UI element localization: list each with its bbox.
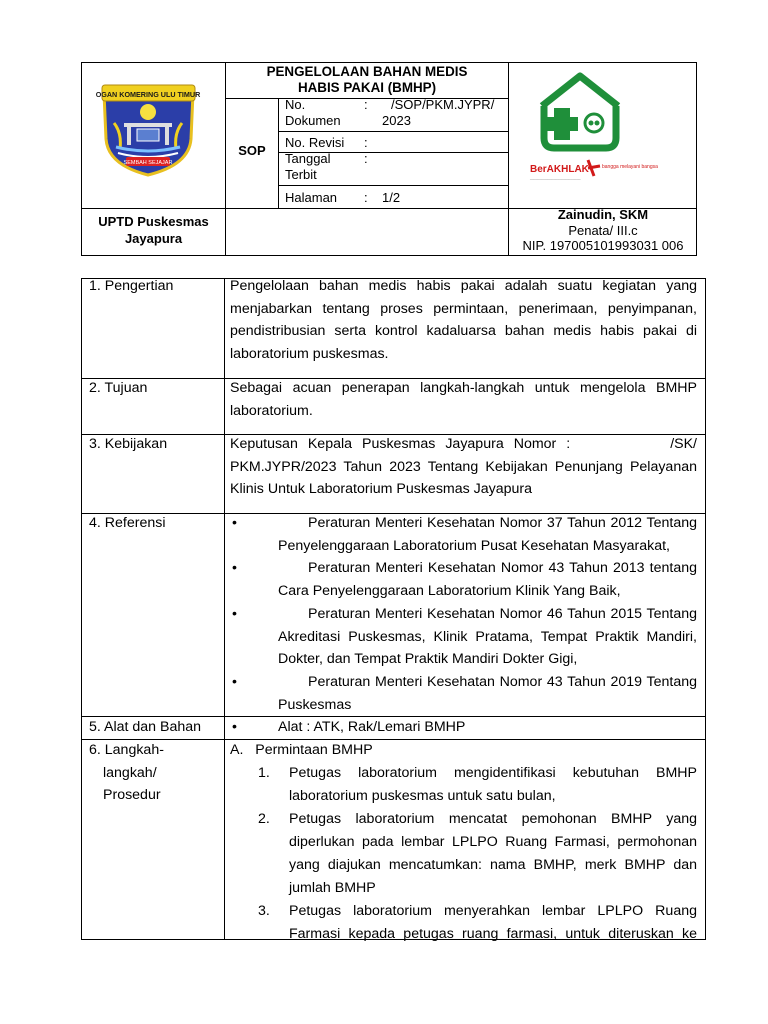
list-item: 1. Petugas laboratorium mengidentifikasi kebutuhan BMHP laboratorium puskesmas untuk satu bulan, — [258, 762, 697, 807]
list-item: 2. Petugas laboratorium mencatat pemohonan BMHP yang diperlukan pada lembar LPLPO Ruang Farmasi, permohonan yang diajukan mencatumkan: nama BMHP, merk BMHP dan jumlah BMHP — [258, 808, 697, 899]
sop-label: SOP — [238, 143, 266, 158]
tools-list — [230, 716, 697, 739]
tagline-text: bangga melayani bangsa — [602, 164, 658, 170]
bullet: • — [232, 605, 237, 622]
field-sep-revision: : — [364, 135, 368, 150]
regency-emblem-icon — [96, 79, 201, 177]
bullet: • — [232, 719, 237, 735]
field-label-revision: No. Revisi — [285, 135, 345, 150]
list-item: • Peraturan Menteri Kesehatan Nomor 37 Tahun 2012 Tentang Penyelenggaraan Laboratorium Pusat Kesehatan Masyarakat, — [230, 512, 697, 557]
procedure-steps — [258, 762, 697, 946]
signer-rank: Penata/ III.c — [568, 222, 638, 238]
signer-nip: NIP. 197005101993031 006 — [522, 238, 684, 253]
field-sep-page: : — [364, 190, 368, 205]
document-title: PENGELOLAAN BAHAN MEDIS HABIS PAKAI (BMHP) — [266, 64, 468, 95]
section-label-tools: 5. Alat dan Bahan — [89, 719, 202, 735]
step-number: 2. — [258, 811, 270, 828]
bullet: • — [232, 673, 237, 690]
list-item: • Alat : ATK, Rak/Lemari BMHP — [230, 716, 697, 739]
list-item: • Peraturan Menteri Kesehatan Nomor 43 Tahun 2019 Tentang Puskesmas — [230, 671, 697, 716]
bullet: • — [232, 560, 237, 577]
field-value-doc-number: /SOP/PKM.JYPR/ 2023 — [382, 97, 495, 128]
section-label-procedure: 6. Langkah- langkah/ Prosedur — [89, 742, 164, 804]
list-item: • Peraturan Menteri Kesehatan Nomor 46 Tahun 2015 Tentang Akreditasi Puskesmas, Klinik Pratama, Tempat Praktik Mandiri, Dokter, dan Tempat Praktik Mandiri Dokter Gigi, — [230, 603, 697, 671]
step-number: 3. — [258, 903, 270, 920]
field-label-issue-date: Tanggal Terbit — [285, 151, 331, 182]
field-label-page: Halaman — [285, 190, 338, 205]
procedure-heading: A. Permintaan BMHP — [230, 742, 373, 758]
svg-text:__________________________: __________________________ — [530, 176, 581, 180]
field-sep-issue-date: : — [364, 151, 368, 166]
emblem-top-text: OGAN KOMERING ULU TIMUR — [96, 90, 201, 99]
berakhlak-text: BerAKHLAK — [530, 164, 589, 175]
section-label-reference: 4. Referensi — [89, 515, 166, 531]
list-item: • Peraturan Menteri Kesehatan Nomor 43 Tahun 2013 tentang Cara Penyelenggaraan Laboratorium Klinik Yang Baik, — [230, 557, 697, 602]
section-label-purpose: 2. Tujuan — [89, 380, 148, 396]
field-sep-doc-number: : — [364, 97, 368, 112]
reference-list — [230, 512, 697, 716]
list-item: 3. Petugas laboratorium menyerahkan lembar LPLPO Ruang Farmasi kepada petugas ruang farmasi, untuk diteruskan ke — [258, 900, 697, 945]
signer-name: Zainudin, SKM — [557, 207, 649, 222]
field-value-page: 1/2 — [382, 190, 401, 205]
section-label-definition: 1. Pengertian — [89, 278, 174, 294]
step-number: 1. — [258, 765, 270, 781]
section-text-definition: Pengelolaan bahan medis habis pakai adalah suatu kegiatan yang menjabarkan tentang proses permintaan, penerimaan, penyimpanan, pendistribusian serta kontrol kadaluarsa bahan medis habis pakai di laboratorium puskesmas. — [230, 278, 697, 363]
field-label-doc-number: No. Dokumen — [285, 97, 341, 128]
organization-name: UPTD Puskesmas Jayapura — [98, 214, 209, 246]
emblem-bottom-text: SEMBAH SEJAJAR — [123, 160, 173, 166]
section-text-policy: Keputusan Kepala Puskesmas Jayapura Nomor : /SK/ PKM.JYPR/2023 Tahun 2023 Tentang Kebijakan Penunjang Pelayanan Klinis Untuk Laboratorium Puskesmas Jayapura — [230, 436, 701, 498]
section-label-policy: 3. Kebijakan — [89, 436, 168, 452]
signer-block — [509, 207, 697, 254]
bullet: • — [232, 515, 237, 531]
section-text-purpose: Sebagai acuan penerapan langkah-langkah untuk mengelola BMHP laboratorium. — [230, 380, 697, 419]
health-ministry-logo-icon — [524, 72, 674, 190]
